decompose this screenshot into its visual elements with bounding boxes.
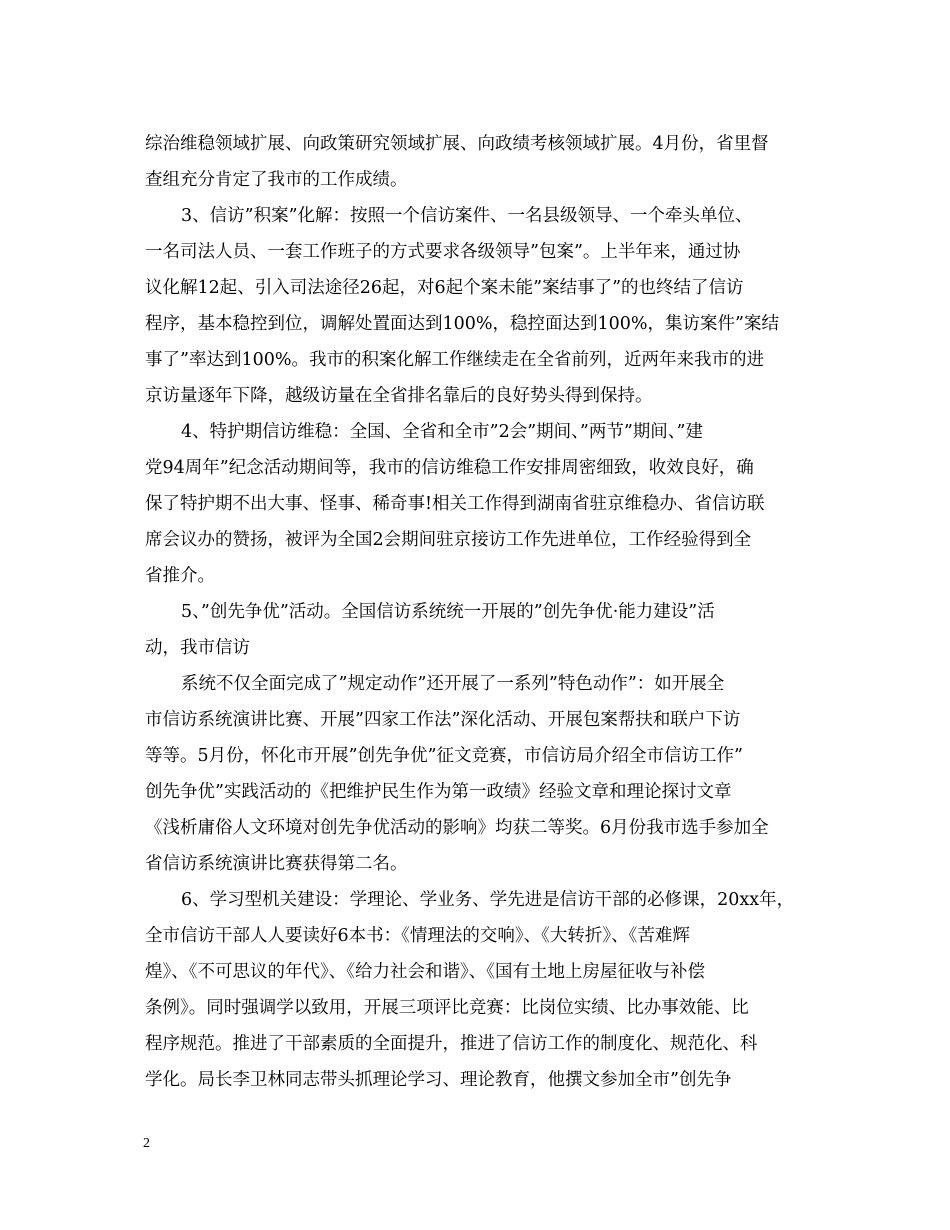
text-line: 党94周年”纪念活动期间等，我市的信访维稳工作安排周密细致，收效良好，确: [145, 458, 754, 478]
paragraph: [145, 666, 825, 882]
text-line: 市信访系统演讲比赛、开展”四家工作法”深化活动、开展包案帮扶和联户下访: [145, 710, 741, 730]
text-line: 席会议办的赞扬，被评为全国2会期间驻京接访工作先进单位，工作经验得到全: [145, 530, 752, 550]
text-line: 动，我市信访: [145, 638, 250, 658]
text-line: 创先争优”实践活动的《把维护民生作为第一政绩》经验文章和理论探讨文章: [145, 782, 732, 802]
text-line: 一名司法人员、一套工作班子的方式要求各级领导”包案”。上半年来，通过协: [145, 242, 741, 262]
text-line: 省推介。: [145, 566, 215, 586]
text-line: 6、学习型机关建设：学理论、学业务、学先进是信访干部的必修课，20xx年，: [181, 890, 795, 910]
text-line: 条例》。同时强调学以致用，开展三项评比竞赛：比岗位实绩、比办事效能、比: [145, 998, 749, 1018]
text-line: 《浅析庸俗人文环境对创先争优活动的影响》均获二等奖。6月份我市选手参加全: [145, 818, 769, 838]
text-line: 程序规范。推进了干部素质的全面提升，推进了信访工作的制度化、规范化、科: [145, 1034, 758, 1054]
paragraph: [145, 198, 825, 414]
text-line: 5、”创先争优”活动。全国信访系统统一开展的”创先争优·能力建设”活: [181, 602, 715, 622]
paragraph: [145, 594, 825, 666]
text-line: 系统不仅全面完成了”规定动作”还开展了一系列”特色动作”：如开展全: [181, 674, 725, 694]
text-line: 查组充分肯定了我市的工作成绩。: [145, 170, 408, 190]
text-line: 议化解12起、引入司法途径26起，对6起个案未能”案结事了”的也终结了信访: [145, 278, 744, 298]
text-line: 等等。5月份，怀化市开展”创先争优”征文竞赛，市信访局介绍全市信访工作”: [145, 746, 743, 766]
text-line: 程序，基本稳控到位，调解处置面达到100%，稳控面达到100%，集访案件”案结: [145, 314, 780, 334]
text-line: 事了”率达到100%。我市的积案化解工作继续走在全省前列，近两年来我市的进: [145, 350, 764, 370]
text-line: 综治维稳领域扩展、向政策研究领域扩展、向政绩考核领域扩展。4月份，省里督: [145, 134, 769, 154]
paragraph: [145, 882, 825, 1098]
document-body: [145, 126, 825, 1098]
paragraph: [145, 126, 825, 198]
text-line: 学化。局长李卫林同志带头抓理论学习、理论教育，他撰文参加全市”创先争: [145, 1070, 732, 1090]
page-number: 2: [143, 1136, 150, 1151]
text-line: 3、信访”积案”化解：按照一个信访案件、一名县级领导、一个牵头单位、: [181, 206, 753, 226]
text-line: 省信访系统演讲比赛获得第二名。: [145, 854, 408, 874]
paragraph: [145, 414, 825, 594]
text-line: 煌》、《不可思议的年代》、《给力社会和谐》、《国有土地上房屋征收与补偿: [145, 962, 705, 982]
text-line: 保了特护期不出大事、怪事、稀奇事!相关工作得到湖南省驻京维稳办、省信访联: [145, 494, 765, 514]
text-line: 京访量逐年下降，越级访量在全省排名靠后的良好势头得到保持。: [145, 386, 653, 406]
text-line: 4、特护期信访维稳：全国、全省和全市”2会”期间、”两节”期间、”建: [181, 422, 703, 442]
text-line: 全市信访干部人人要读好6本书：《情理法的交响》、《大转折》、《苦难辉: [145, 926, 690, 946]
